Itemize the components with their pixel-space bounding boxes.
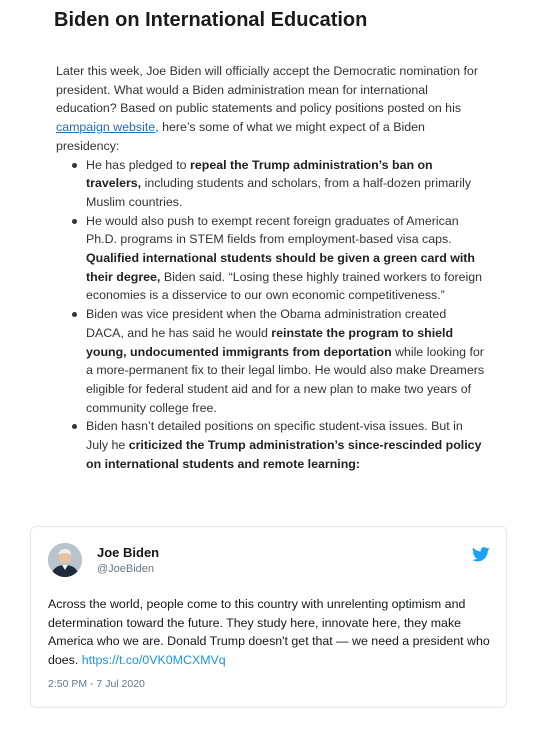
list-item [56, 212, 486, 306]
intro-paragraph [56, 62, 486, 156]
intro-text-end: , here’s some of what we might expect of a Biden presidency: [56, 120, 425, 153]
twitter-bird-icon[interactable] [472, 547, 490, 562]
item-text: Biden said. “Losing these highly trained workers to foreign economies is a disservice to our own economic competitiveness.” [86, 269, 483, 303]
list-item [56, 305, 486, 417]
item-text: Biden hasn’t detailed positions on specific student-visa issues. But in July he [86, 419, 463, 453]
article-title: Biden on International Education [54, 9, 368, 31]
item-bold-text: Qualified international students should be given a green card with their degree, [86, 251, 475, 284]
tweet-body: Across the world, people come to this country with unrelenting optimism and determination toward the future. They study here, innovate here, they make America who we are. Donald Trump doesn't get that — we need a president who does. [48, 597, 490, 668]
campaign-website-link[interactable]: campaign website [56, 120, 156, 135]
policy-list [56, 156, 486, 474]
item-bold-text: repeal the Trump administration’s ban on travelers, [86, 157, 433, 191]
tweet-link[interactable]: https://t.co/0VK0MCXMVq [81, 653, 226, 668]
avatar-image [48, 543, 82, 577]
item-bold-text: criticized the Trump administration’s since-rescinded policy on international students and remote learning: [86, 438, 482, 471]
tweet-author-handle[interactable]: @JoeBiden [97, 563, 155, 575]
item-text: including students and scholars, from a half-dozen primarily Muslim countries. [86, 176, 472, 209]
bullet-icon [72, 163, 77, 168]
tweet-text [48, 595, 493, 670]
article-body [56, 62, 486, 473]
tweet-author-name[interactable]: Joe Biden [97, 545, 160, 560]
list-item [56, 417, 486, 473]
intro-text: Later this week, Joe Biden will officially accept the Democratic nomination for president. What would a Biden administration mean for international education? Based on public statements and policy positions posted on his [56, 64, 478, 116]
bullet-icon [72, 219, 77, 224]
item-text: He would also push to exempt recent foreign graduates of American Ph.D. programs in STEM fields from employment-based visa caps. [86, 213, 459, 247]
list-item [56, 156, 486, 212]
avatar[interactable] [48, 543, 82, 577]
embedded-tweet[interactable] [30, 526, 507, 708]
bullet-icon [72, 312, 77, 317]
item-bold-text: reinstate the program to shield young, undocumented immigrants from deportation [86, 325, 454, 359]
bullet-icon [72, 424, 77, 429]
item-text: Biden was vice president when the Obama administration created DACA, and he has said he would [86, 307, 447, 340]
item-text: while looking for a more-permanent fix to their legal limbo. He would also make Dreamers eligible for federal student aid and for a new plan to make two years of community college free. [86, 344, 485, 415]
item-text: He has pledged to [86, 157, 191, 172]
tweet-timestamp[interactable]: 2:50 PM - 7 Jul 2020 [48, 678, 145, 690]
